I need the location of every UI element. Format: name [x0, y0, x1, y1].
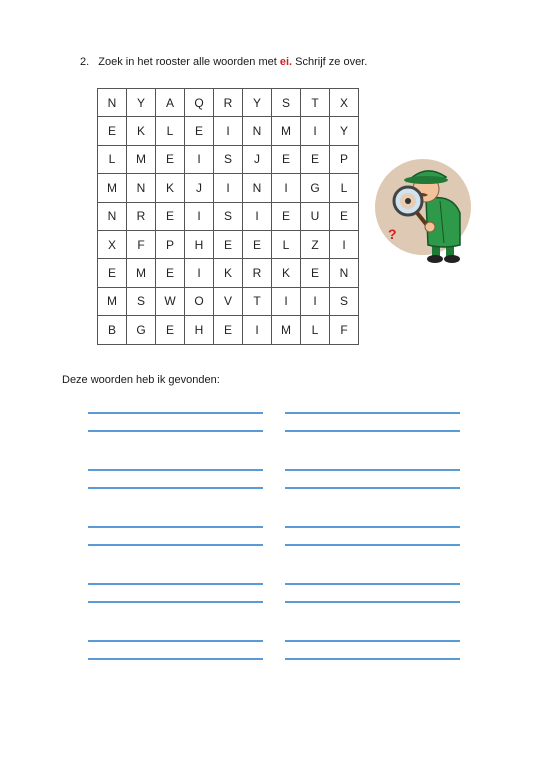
answer-line[interactable]	[285, 658, 460, 660]
grid-cell: E	[272, 202, 301, 230]
grid-cell: J	[185, 174, 214, 202]
grid-cell: M	[98, 287, 127, 315]
grid-cell: E	[185, 117, 214, 145]
grid-cell: K	[272, 259, 301, 287]
grid-cell: B	[98, 316, 127, 344]
found-words-label: Deze woorden heb ik gevonden:	[62, 374, 220, 386]
grid-cell: I	[185, 259, 214, 287]
grid-cell: S	[330, 287, 359, 315]
grid-cell: I	[214, 174, 243, 202]
grid-row	[98, 145, 359, 173]
exercise-instruction	[80, 55, 367, 69]
grid-cell: E	[330, 202, 359, 230]
word-search-grid	[97, 88, 359, 345]
grid-cell: N	[243, 174, 272, 202]
grid-cell: P	[156, 230, 185, 258]
grid-cell: Y	[127, 89, 156, 117]
grid-cell: E	[98, 259, 127, 287]
answer-line[interactable]	[88, 583, 263, 585]
grid-cell: I	[301, 287, 330, 315]
grid-cell: X	[330, 89, 359, 117]
grid-cell: L	[330, 174, 359, 202]
grid-cell: N	[330, 259, 359, 287]
grid-cell: F	[330, 316, 359, 344]
answer-line[interactable]	[285, 469, 460, 471]
grid-cell: R	[214, 89, 243, 117]
answer-line[interactable]	[285, 487, 460, 489]
grid-cell: R	[127, 202, 156, 230]
answer-line[interactable]	[88, 469, 263, 471]
grid-cell: N	[98, 89, 127, 117]
grid-cell: P	[330, 145, 359, 173]
grid-cell: Y	[330, 117, 359, 145]
grid-cell: L	[98, 145, 127, 173]
grid-cell: E	[272, 145, 301, 173]
grid-cell: N	[98, 202, 127, 230]
answer-line[interactable]	[88, 658, 263, 660]
grid-cell: Y	[243, 89, 272, 117]
answer-line[interactable]	[285, 583, 460, 585]
grid-cell: Q	[185, 89, 214, 117]
instruction-text: Zoek in het rooster alle woorden met	[98, 56, 277, 68]
grid-row	[98, 316, 359, 344]
grid-cell: R	[243, 259, 272, 287]
grid-row	[98, 174, 359, 202]
answer-line[interactable]	[285, 412, 460, 414]
answer-line[interactable]	[88, 601, 263, 603]
grid-cell: J	[243, 145, 272, 173]
grid-cell: N	[243, 117, 272, 145]
grid-cell: L	[156, 117, 185, 145]
exercise-number: 2.	[80, 56, 90, 68]
grid-cell: E	[156, 145, 185, 173]
answer-line[interactable]	[88, 544, 263, 546]
grid-cell: I	[330, 230, 359, 258]
grid-cell: I	[185, 202, 214, 230]
grid-cell: N	[127, 174, 156, 202]
grid-cell: I	[301, 117, 330, 145]
answer-line[interactable]	[285, 544, 460, 546]
svg-text:?: ?	[388, 226, 397, 242]
grid-cell: I	[243, 316, 272, 344]
grid-cell: F	[127, 230, 156, 258]
grid-row	[98, 202, 359, 230]
grid-cell: E	[301, 145, 330, 173]
grid-cell: O	[185, 287, 214, 315]
grid-cell: M	[98, 174, 127, 202]
answer-line[interactable]	[285, 640, 460, 642]
answer-line[interactable]	[285, 526, 460, 528]
grid-cell: S	[214, 202, 243, 230]
answer-line[interactable]	[88, 640, 263, 642]
grid-cell: E	[156, 202, 185, 230]
answer-line[interactable]	[88, 430, 263, 432]
grid-cell: E	[156, 259, 185, 287]
grid-cell: I	[243, 202, 272, 230]
grid-cell: S	[127, 287, 156, 315]
grid-cell: S	[214, 145, 243, 173]
instruction-highlight: ei.	[279, 56, 293, 68]
answer-line[interactable]	[88, 412, 263, 414]
answer-line[interactable]	[285, 601, 460, 603]
grid-cell: M	[127, 145, 156, 173]
grid-cell: M	[272, 117, 301, 145]
instruction-text-after: Schrijf ze over.	[295, 56, 368, 68]
answer-line[interactable]	[285, 430, 460, 432]
grid-cell: S	[272, 89, 301, 117]
grid-cell: I	[185, 145, 214, 173]
grid-cell: K	[214, 259, 243, 287]
grid-cell: T	[301, 89, 330, 117]
grid-cell: A	[156, 89, 185, 117]
detective-with-magnifying-glass-icon	[374, 157, 474, 267]
grid-row	[98, 89, 359, 117]
grid-cell: H	[185, 316, 214, 344]
grid-cell: E	[243, 230, 272, 258]
grid-cell: K	[127, 117, 156, 145]
grid-cell: Z	[301, 230, 330, 258]
grid-cell: I	[272, 174, 301, 202]
grid-cell: L	[272, 230, 301, 258]
grid-cell: I	[214, 117, 243, 145]
grid-cell: G	[127, 316, 156, 344]
grid-row	[98, 230, 359, 258]
answer-line[interactable]	[88, 487, 263, 489]
grid-cell: V	[214, 287, 243, 315]
grid-cell: I	[272, 287, 301, 315]
grid-cell: W	[156, 287, 185, 315]
grid-cell: T	[243, 287, 272, 315]
grid-cell: L	[301, 316, 330, 344]
grid-cell: E	[156, 316, 185, 344]
grid-row	[98, 259, 359, 287]
grid-cell: H	[185, 230, 214, 258]
grid-cell: G	[301, 174, 330, 202]
grid-row	[98, 117, 359, 145]
grid-cell: X	[98, 230, 127, 258]
grid-cell: E	[98, 117, 127, 145]
grid-cell: E	[301, 259, 330, 287]
grid-row	[98, 287, 359, 315]
grid-cell: M	[127, 259, 156, 287]
grid-cell: E	[214, 230, 243, 258]
grid-cell: K	[156, 174, 185, 202]
answer-line[interactable]	[88, 526, 263, 528]
grid-cell: U	[301, 202, 330, 230]
grid-cell: E	[214, 316, 243, 344]
grid-cell: M	[272, 316, 301, 344]
